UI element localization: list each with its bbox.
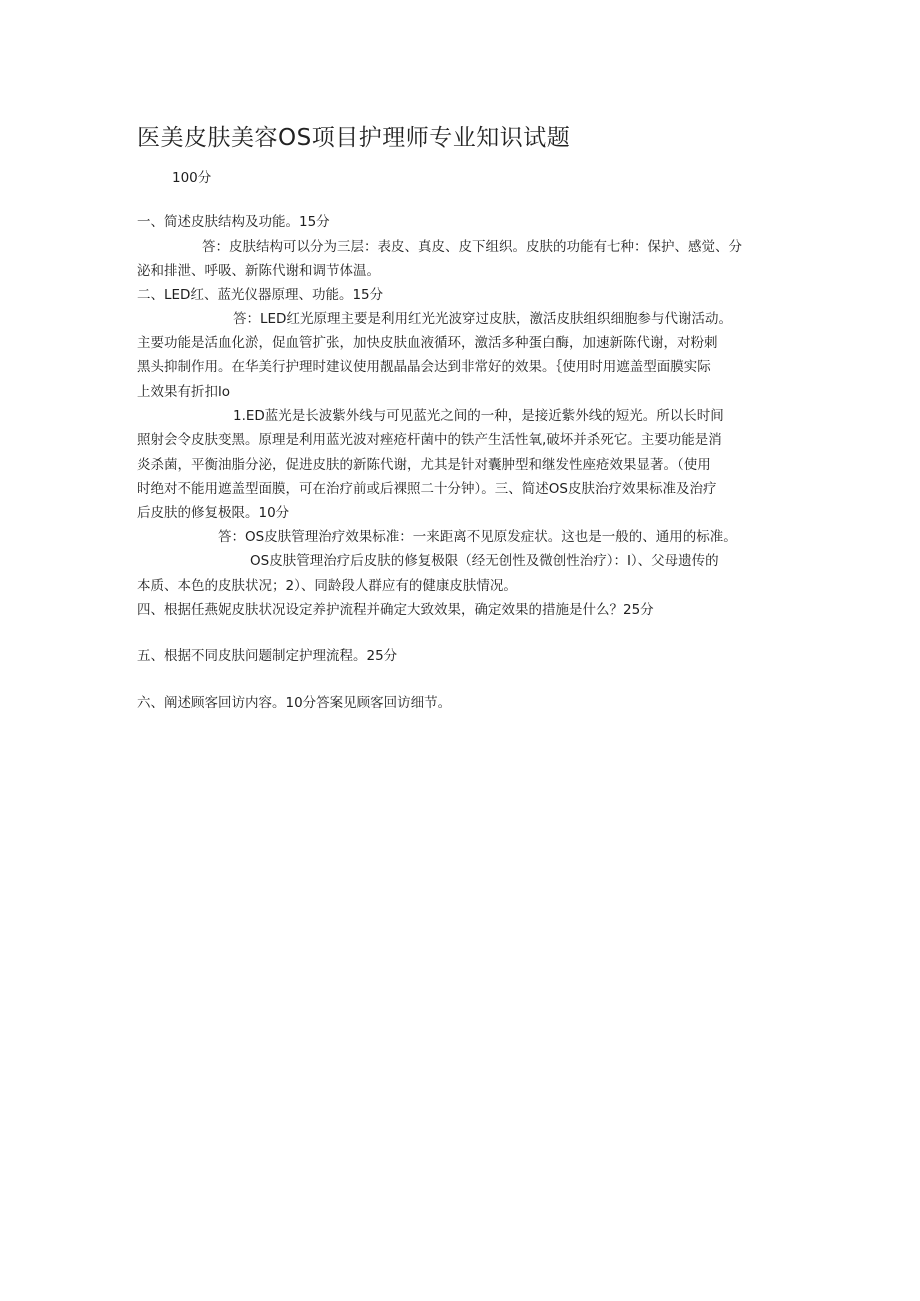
- answer-3-line-1: 答：OS皮肤管理治疗效果标准：一来距离不见原发症状。这也是一般的、通用的标准。: [218, 529, 737, 545]
- answer-2-line-6: 照射会令皮肤变黑。原理是利用蓝光波对痤疮杆菌中的铁产生活性氧,破坏并杀死它。主要功能是消: [137, 432, 722, 448]
- total-score: 100分: [172, 170, 212, 186]
- answer-2-line-8: 时绝对不能用遮盖型面膜，可在治疗前或后裸照二十分钟）。三、简述OS皮肤治疗效果标准及治疗: [137, 481, 717, 497]
- answer-1-line-1: 答：皮肤结构可以分为三层：表皮、真皮、皮下组织。皮肤的功能有七种：保护、感觉、分: [202, 239, 742, 255]
- answer-2-line-5: 1.ED蓝光是长波紫外线与可见蓝光之间的一种，是接近紫外线的短光。所以长时间: [233, 408, 724, 424]
- answer-1-line-2: 泌和排泄、呼吸、新陈代谢和调节体温。: [137, 263, 380, 279]
- question-4: 四、根据任燕妮皮肤状况设定养护流程并确定大致效果，确定效果的措施是什么？25分: [137, 602, 654, 618]
- answer-3-line-3: 本质、本色的皮肤状况；2）、同龄段人群应有的健康皮肤情况。: [137, 578, 517, 594]
- question-3-line-2: 后皮肤的修复极限。10分: [137, 505, 290, 521]
- question-6: 六、阐述顾客回访内容。10分答案见顾客回访细节。: [137, 695, 452, 711]
- question-5: 五、根据不同皮肤问题制定护理流程。25分: [137, 648, 398, 664]
- document-title: 医美皮肤美容OS项目护理师专业知识试题: [137, 125, 571, 151]
- answer-2-line-4: 上效果有折扣lo: [137, 384, 231, 400]
- answer-2-line-2: 主要功能是活血化淤，促血管扩张，加快皮肤血液循环，激活多种蛋白酶，加速新陈代谢，对粉刺: [137, 335, 718, 351]
- answer-2-line-7: 炎杀菌，平衡油脂分泌，促进皮肤的新陈代谢，尤其是针对囊肿型和继发性座疮效果显著。（使用: [137, 457, 711, 473]
- answer-2-line-1: 答：LED红光原理主要是利用红光光波穿过皮肤，激活皮肤组织细胞参与代谢活动。: [233, 311, 732, 327]
- question-1: 一、简述皮肤结构及功能。15分: [137, 214, 330, 230]
- answer-2-line-3: 黑头抑制作用。在华美行护理时建议使用靓晶晶会达到非常好的效果。｛使用时用遮盖型面膜实际: [137, 359, 711, 375]
- answer-3-line-2: OS皮肤管理治疗后皮肤的修复极限（经无创性及微创性治疗）：I）、父母遗传的: [250, 553, 719, 569]
- question-2: 二、LED红、蓝光仪器原理、功能。15分: [137, 287, 384, 303]
